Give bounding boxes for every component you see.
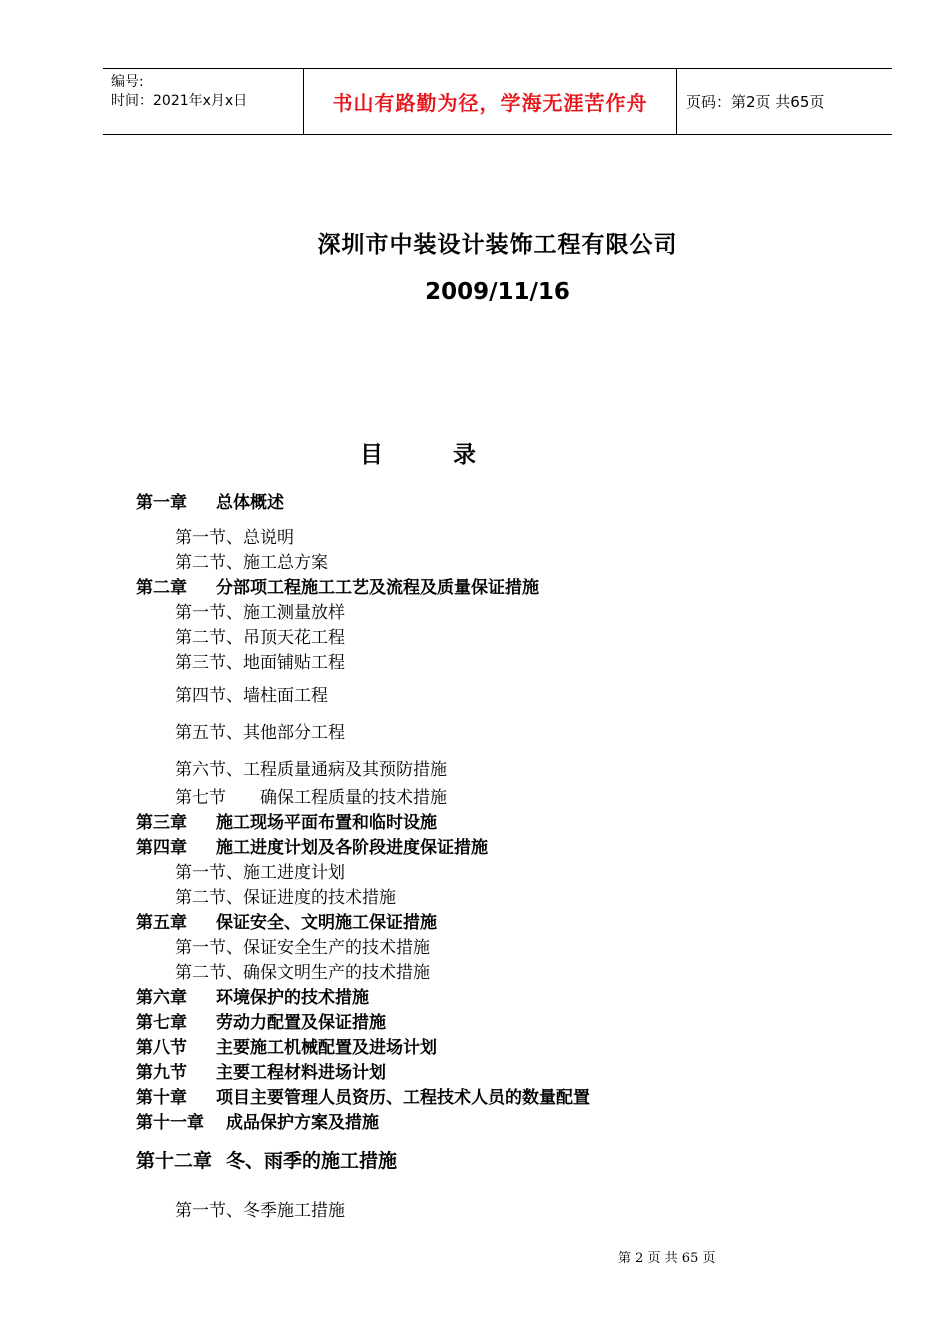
motto-text: 书山有路勤为径，学海无涯苦作舟 [332, 91, 648, 115]
toc-section: 第一节、施工测量放样 [175, 603, 345, 623]
toc-chapter [136, 1008, 386, 1033]
toc-chapter [136, 1108, 379, 1133]
toc-section: 第一节、冬季施工措施 [175, 1201, 345, 1221]
toc-section: 第三节、地面铺贴工程 [175, 653, 345, 673]
time-label: 时间：2021年x月x日 [111, 93, 248, 109]
chapter-title: 环境保护的技术措施 [216, 988, 369, 1008]
header-page-info [677, 69, 892, 134]
toc-section: 第一节、保证安全生产的技术措施 [175, 938, 430, 958]
chapter-title: 总体概述 [216, 493, 284, 513]
chapter-title: 施工现场平面布置和临时设施 [216, 813, 437, 833]
chapter-number: 第十二章 [136, 1150, 213, 1172]
toc-chapter [136, 488, 284, 513]
toc-chapter [136, 1033, 437, 1058]
chapter-title: 主要施工机械配置及进场计划 [216, 1038, 437, 1058]
toc-chapter [136, 833, 488, 858]
toc-section: 第五节、其他部分工程 [175, 723, 345, 743]
toc-title [360, 436, 476, 469]
toc-section: 第四节、墙柱面工程 [175, 686, 328, 706]
toc-section: 第二节、确保文明生产的技术措施 [175, 963, 430, 983]
page-info-text: 页码：第2页 共65页 [686, 93, 825, 111]
chapter-number: 第十章 [136, 1088, 187, 1108]
chapter-title: 主要工程材料进场计划 [216, 1063, 386, 1083]
toc-chapter [136, 573, 539, 598]
number-label: 编号: [111, 74, 144, 90]
chapter-title: 施工进度计划及各阶段进度保证措施 [216, 838, 488, 858]
header-meta [103, 69, 304, 134]
chapter-number: 第三章 [136, 813, 187, 833]
toc-title-left: 目 [360, 441, 383, 468]
toc-chapter [136, 983, 369, 1008]
chapter-title: 成品保护方案及措施 [226, 1113, 379, 1133]
toc-chapter [136, 908, 437, 933]
page-header [103, 68, 892, 135]
chapter-title: 分部项工程施工工艺及流程及质量保证措施 [216, 578, 539, 598]
chapter-number: 第五章 [136, 913, 187, 933]
toc-chapter [136, 1058, 386, 1083]
chapter-title: 冬、雨季的施工措施 [226, 1150, 398, 1172]
toc-chapter [136, 808, 437, 833]
toc-section: 第七节 确保工程质量的技术措施 [175, 788, 447, 808]
header-motto [304, 69, 677, 134]
toc-section: 第二节、施工总方案 [175, 553, 328, 573]
page-footer: 第 2 页 共 65 页 [618, 1251, 716, 1266]
chapter-number: 第一章 [136, 493, 187, 513]
chapter-title: 保证安全、文明施工保证措施 [216, 913, 437, 933]
chapter-number: 第八节 [136, 1038, 187, 1058]
toc-title-right: 录 [453, 441, 476, 468]
toc-section: 第二节、保证进度的技术措施 [175, 888, 396, 908]
company-name: 深圳市中装设计装饰工程有限公司 [317, 232, 678, 258]
chapter-number: 第十一章 [136, 1113, 204, 1133]
toc-section: 第六节、工程质量通病及其预防措施 [175, 760, 447, 780]
chapter-number: 第四章 [136, 838, 187, 858]
chapter-number: 第二章 [136, 578, 187, 598]
chapter-number: 第九节 [136, 1063, 187, 1083]
chapter-title: 项目主要管理人员资历、工程技术人员的数量配置 [216, 1088, 590, 1108]
toc-section: 第一节、施工进度计划 [175, 863, 345, 883]
toc-section: 第一节、总说明 [175, 528, 294, 548]
toc-chapter [136, 1083, 590, 1108]
chapter-number: 第七章 [136, 1013, 187, 1033]
toc-section: 第二节、吊顶天花工程 [175, 628, 345, 648]
chapter-title: 劳动力配置及保证措施 [216, 1013, 386, 1033]
toc-chapter [136, 1146, 397, 1173]
document-date: 2009/11/16 [425, 279, 570, 305]
chapter-number: 第六章 [136, 988, 187, 1008]
